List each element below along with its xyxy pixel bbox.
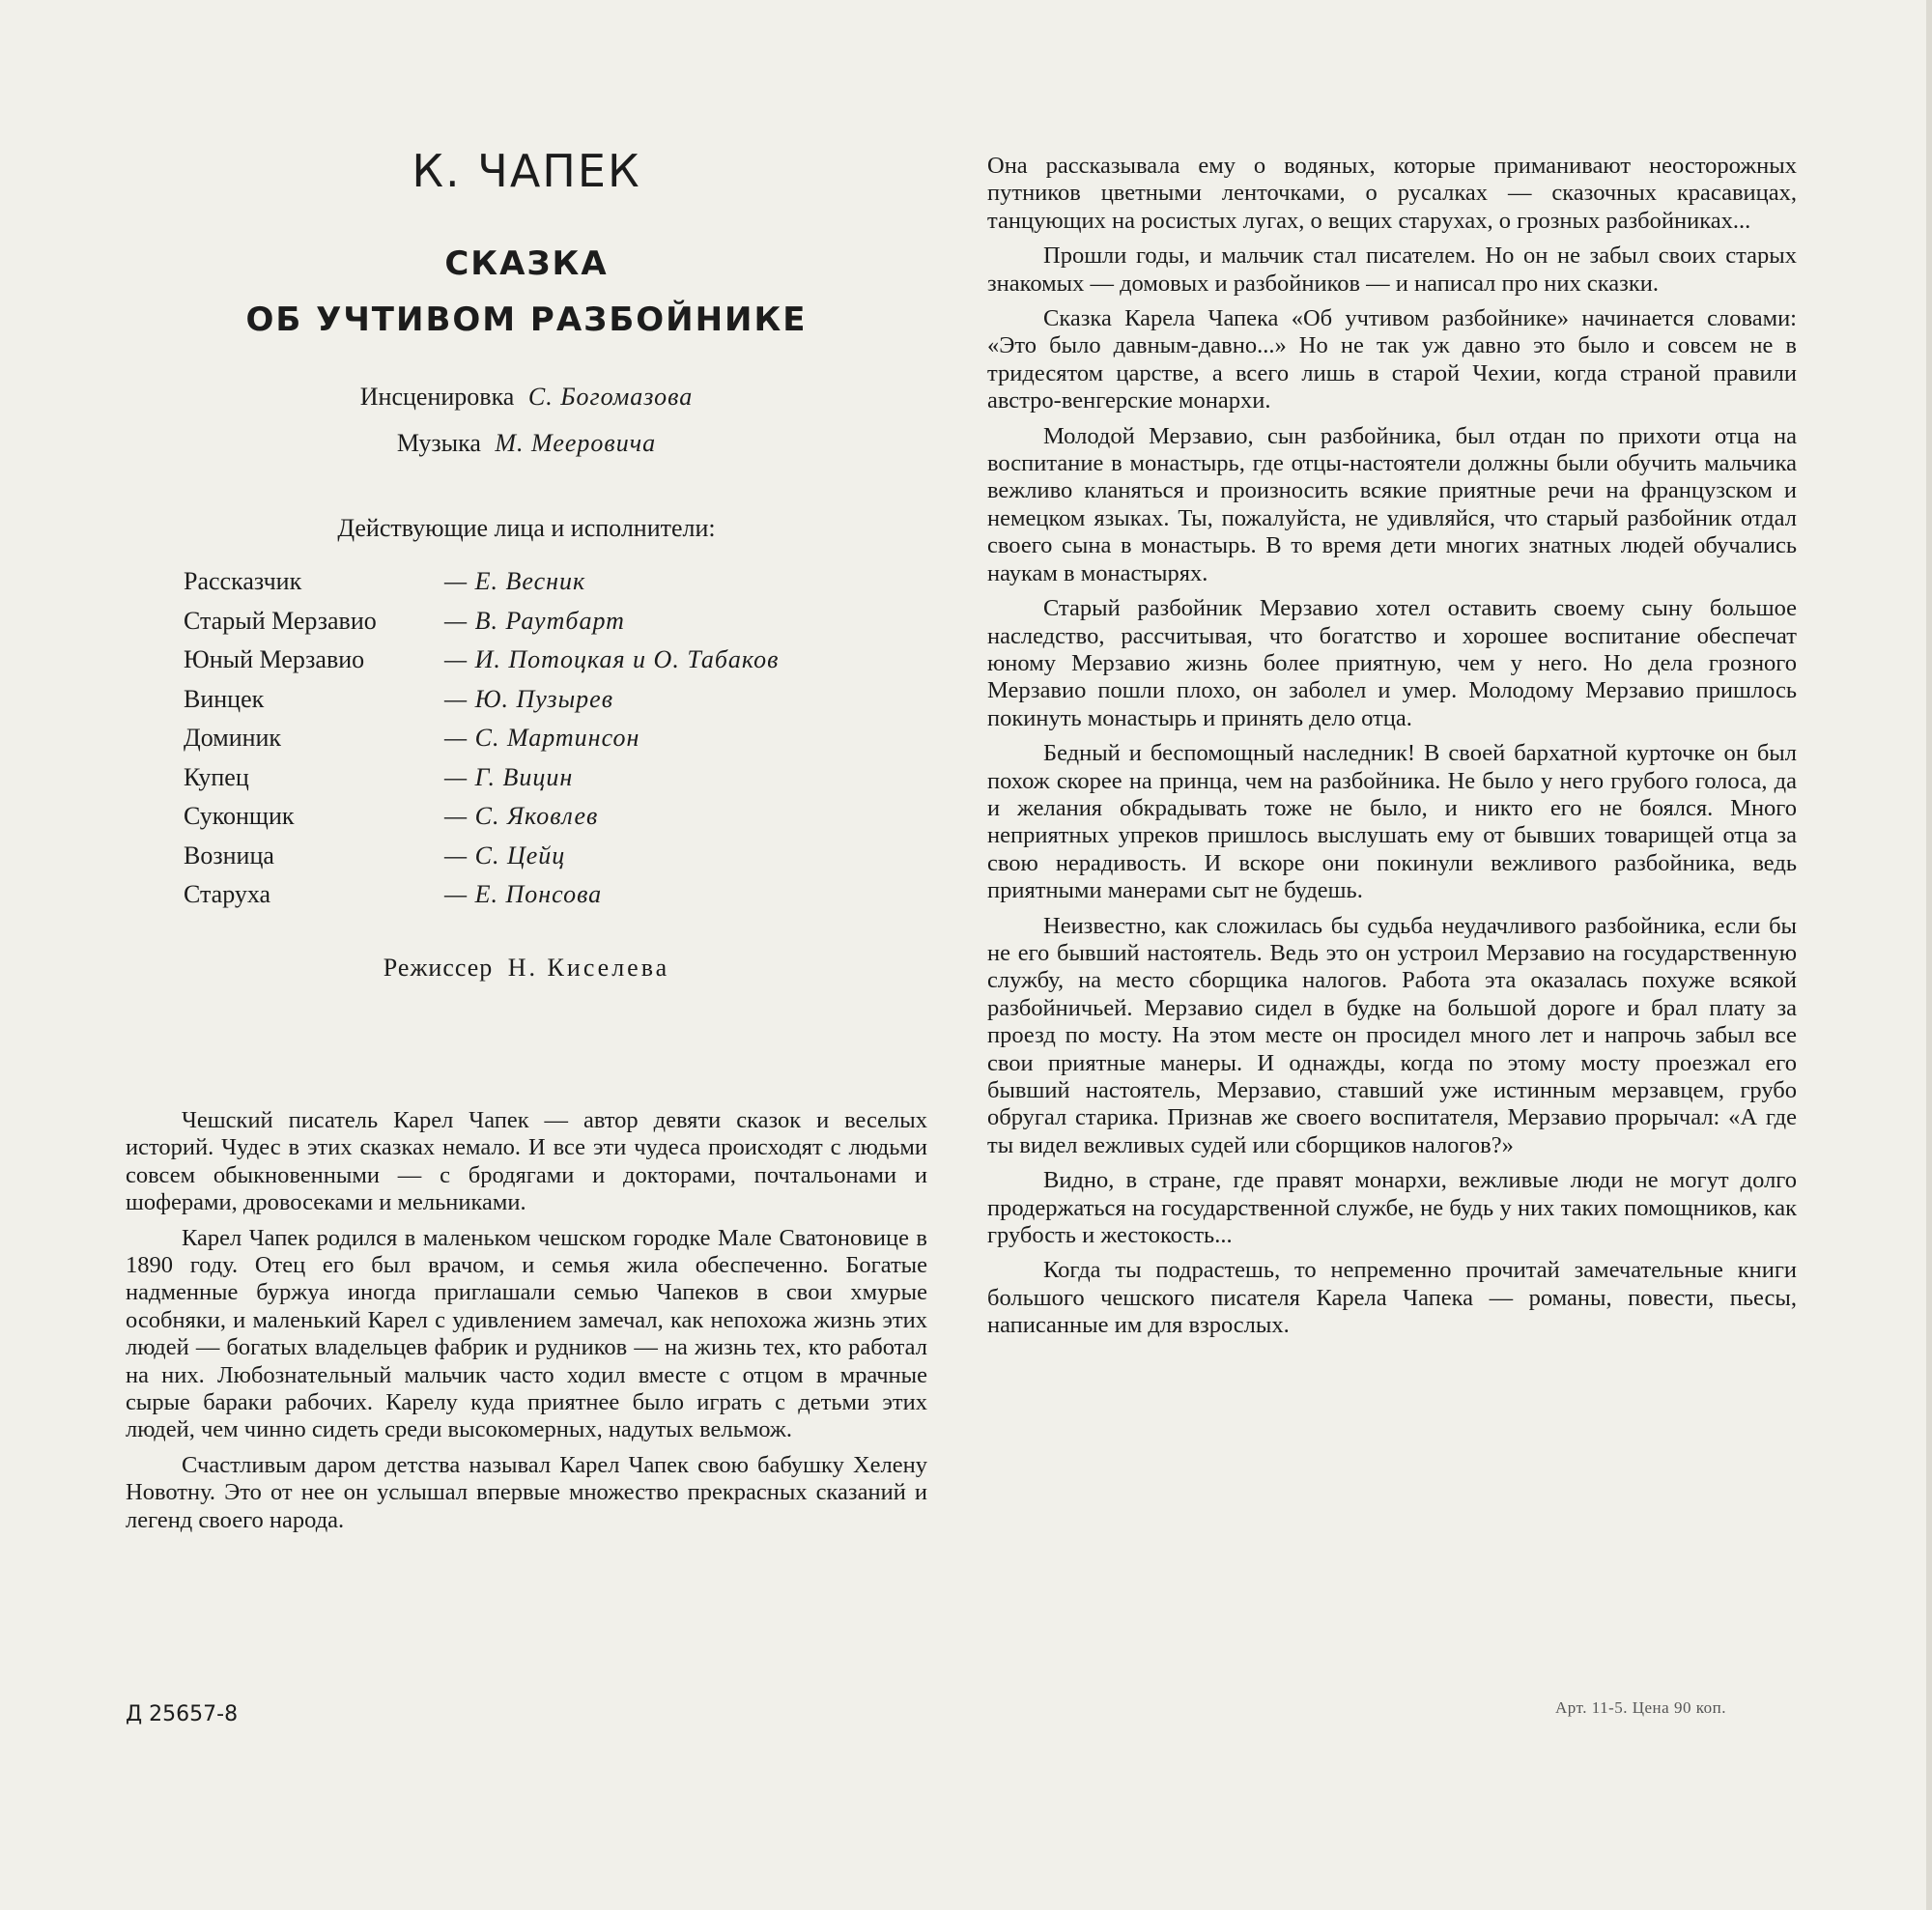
cast-actor: — С. Яковлев (444, 802, 599, 831)
cast-role: Купец (184, 762, 249, 791)
paragraph: Прошли годы, и мальчик стал писателем. Но он не забыл своих старых знакомых — домовых и разбойников — и написал про них сказки. (987, 242, 1797, 297)
paragraph: Счастливым даром детства называл Карел Чапек свою бабушку Хелену Новотну. Это от нее он услышал впервые множество прекрасных сказаний и легенд своего народа. (126, 1451, 927, 1533)
cast-actor: — Ю. Пузырев (444, 684, 614, 713)
author-name: К. ЧАПЕК (412, 145, 641, 197)
paragraph: Старый разбойник Мерзавио хотел оставить своему сыну большое наследство, рассчитывая, что богатство и хорошее воспитание обеспечат юному Мерзавио жизнь более приятную, чем у него. Но дела грозного Мерзавио пошли плохо, он заболел и умер. Молодому Мерзавио пришлось покинуть монастырь и принять дело отца. (987, 595, 1797, 731)
intro-text-left (126, 1107, 927, 1542)
music-credit (126, 429, 927, 458)
cast-role: Винцек (184, 684, 265, 713)
cast-actor: — С. Цейц (444, 841, 566, 869)
paragraph: Молодой Мерзавио, сын разбойника, был отдан по прихоти отца на воспитание в монастырь, где отцы-настоятели должны были обучить мальчика вежливо кланяться и произносить всякие приятные речи на французском и немецком языках. Ты, пожалуйста, не удивляйся, что старый разбойник отдал своего сына в монастырь. В то время дети многих знатных людей обучались наукам в монастырях. (987, 422, 1797, 586)
staging-credit (126, 383, 927, 412)
cast-actor: — Е. Понсова (444, 880, 603, 909)
music-label: Музыка (396, 429, 481, 457)
paragraph: Видно, в стране, где правят монархи, вежливые люди не могут долго продержаться на государственной службе, не будь у них таких помощников, как грубость и жестокость... (987, 1167, 1797, 1249)
director-credit (126, 954, 927, 983)
music-name: М. Мееровича (495, 429, 657, 457)
cast-actor: — Г. Вицин (444, 762, 574, 791)
price-label: Арт. 11-5. Цена 90 коп. (1555, 1698, 1726, 1717)
cast-role: Возница (184, 841, 274, 869)
cast-row (184, 562, 927, 602)
paragraph: Неизвестно, как сложилась бы судьба неудачливого разбойника, если бы не его бывший настоятель. Ведь это он устроил Мерзавио на государственную службу, на место сборщика налогов. Работа эта оказалась похуже всякой разбойничьей. Мерзавио сидел в будке на большой дороге и брал плату за проезд по мосту. На этом месте он просидел много лет и напрочь забыл все свои приятные манеры. И однажды, когда по этому мосту проезжал его бывший настоятель, Мерзавио, ставший уже истинным мерзавцем, грубо обругал старика. Признав же своего воспитателя, Мерзавио прорычал: «А где ты видел вежливых судей или сборщиков налогов?» (987, 912, 1797, 1158)
paragraph: Сказка Карела Чапека «Об учтивом разбойнике» начинается словами: «Это было давным-давно...» Но не так уж давно это было и совсем не в тридесятом царстве, а всего лишь в старой Чехии, когда страной правили австро-венгерские монархи. (987, 305, 1797, 414)
cast-row (184, 680, 927, 720)
paragraph: Когда ты подрастешь, то непременно прочитай замечательные книги большого чешского писателя Карела Чапека — романы, повести, пьесы, написанные им для взрослых. (987, 1257, 1797, 1339)
cast-role: Юный Мерзавио (184, 645, 365, 674)
director-label: Режиссер (383, 953, 494, 982)
work-title (126, 236, 927, 348)
title-line-2: ОБ УЧТИВОМ РАЗБОЙНИКЕ (245, 300, 808, 339)
cast-role: Рассказчик (184, 567, 302, 596)
cast-row (184, 837, 927, 876)
paragraph: Бедный и беспомощный наследник! В своей бархатной курточке он был похож скорее на принца, чем на разбойника. Не было у него грубого голоса, да и желания обкрадывать тоже не было, и никто его не боялся. Много неприятных упреков пришлось выслушать ему от бывших товарищей отца за свою нерадивость. И вскоре они покинули вежливого разбойника, ведь приятными манерами сыт не будешь. (987, 740, 1797, 904)
cast-role: Старуха (184, 880, 271, 909)
paragraph: Карел Чапек родился в маленьком чешском городке Мале Сватоновице в 1890 году. Отец его был врачом, и семья жила обеспеченно. Богатые надменные буржуа иногда приглашали семью Чапеков в свои хмурые особняки, и маленький Карел с удивлением замечал, как непохожа жизнь этих людей — богатых владельцев фабрик и рудников — на жизнь тех, кто работал на них. Любознательный мальчик часто ходил вместе с отцом в мрачные сырые бараки рабочих. Карелу куда приятнее было играть с детьми этих людей, чем чинно сидеть среди высокомерных, надутых вельмож. (126, 1224, 927, 1443)
intro-text-right (987, 153, 1797, 1348)
cast-actor: — Е. Весник (444, 567, 586, 596)
cast-row (184, 758, 927, 798)
staging-name: С. Богомазова (527, 383, 694, 411)
catalog-code: Д 25657-8 (126, 1702, 239, 1726)
cast-actor: — И. Потоцкая и О. Табаков (444, 645, 780, 674)
staging-label: Инсценировка (359, 383, 515, 411)
cast-role: Доминик (184, 724, 282, 753)
paragraph: Чешский писатель Карел Чапек — автор девяти сказок и веселых историй. Чудес в этих сказках немало. И все эти чудеса происходят с людьми совсем обыкновенными — с бродягами и докторами, почтальонами и шоферами, дровосеками и мельниками. (126, 1107, 927, 1216)
cast-heading: Действующие лица и исполнители: (337, 514, 716, 542)
paragraph: Она рассказывала ему о водяных, которые приманивают неосторожных путников цветными ленточками, о русалках — сказочных красавицах, танцующих на росистых лугах, о вещих старухах, о грозных разбойниках... (987, 153, 1797, 234)
director-name: Н. Киселева (507, 953, 670, 982)
credits-column (126, 145, 927, 983)
cast-row (184, 797, 927, 837)
cast-actor: — В. Раутбарт (444, 606, 625, 635)
cast-role: Старый Мерзавио (184, 606, 377, 635)
cast-row (184, 875, 927, 915)
sleeve-edge (1926, 0, 1932, 1910)
title-line-1: СКАЗКА (444, 244, 609, 283)
cast-row (184, 719, 927, 758)
cast-row (184, 602, 927, 641)
cast-actor: — С. Мартинсон (444, 724, 640, 753)
cast-role: Суконщик (184, 802, 295, 831)
cast-list (184, 562, 927, 915)
cast-row (184, 641, 927, 680)
